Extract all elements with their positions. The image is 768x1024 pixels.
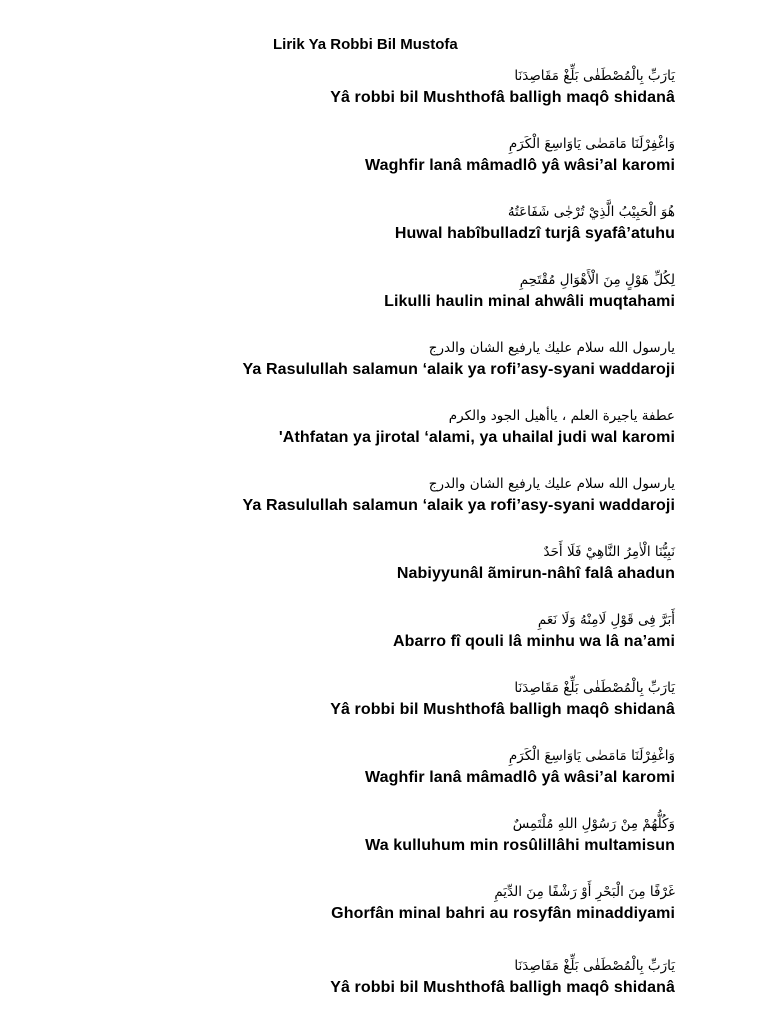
verse-9 [155, 608, 675, 676]
verse-5 [155, 336, 675, 404]
verse-arabic: وَاغْفِرْلَنَا مَامَضٰى يَاوَاسِعَ الْكَرَمِ [508, 136, 675, 152]
verse-11 [155, 744, 675, 812]
verse-arabic: وَكُلُّهُمْ مِنْ رَسُوْلِ اللهِ مُلْتَمِسٌ [512, 816, 675, 832]
verse-latin: Ya Rasulullah salamun ‘alaik ya rofi’asy-syani waddaroji [242, 361, 675, 378]
verse-latin: 'Athfatan ya jirotal ‘alami, ya uhailal judi wal karomi [278, 429, 675, 446]
verse-7 [155, 472, 675, 540]
verse-arabic: وَاغْفِرْلَنَا مَامَضٰى يَاوَاسِعَ الْكَرَمِ [508, 748, 675, 764]
verse-arabic: يارسول الله سلام عليك يارفيع الشان والدرج [428, 476, 675, 492]
verse-arabic: يَارَبِّ بِالْمُصْطَفٰى بَلِّغْ مَقَاصِدَنَا [514, 958, 675, 974]
verse-14 [155, 954, 675, 1022]
verse-4 [155, 268, 675, 336]
verse-latin: Yâ robbi bil Mushthofâ balligh maqô shidanâ [330, 701, 675, 718]
verse-arabic: يَارَبِّ بِالْمُصْطَفٰى بَلِّغْ مَقَاصِدَنَا [514, 680, 675, 696]
verse-arabic: هُوَ الْحَبِيْبُ الَّذِيْ تُرْجٰى شَفَاعَتُهُ [507, 204, 675, 220]
verse-latin: Huwal habîbulladzî turjâ syafâ’atuhu [394, 225, 675, 242]
verse-arabic: لِكُلِّ هَوْلٍ مِنَ الْأَهْوَالِ مُقْتَحِمِ [519, 272, 675, 288]
verse-latin: Ghorfân minal bahri au rosyfân minaddiyami [331, 905, 675, 922]
verse-12 [155, 812, 675, 880]
verse-13 [155, 880, 675, 954]
verse-2 [155, 132, 675, 200]
verse-arabic: نَبِيُّنَا الْاٰمِرُ النَّاهِيْ فَلَا أَحَدٌ [543, 544, 675, 560]
verse-latin: Nabiyyunâl ãmirun-nâhî falâ ahadun [396, 565, 675, 582]
verse-latin: Ya Rasulullah salamun ‘alaik ya rofi’asy-syani waddaroji [242, 497, 675, 514]
verse-arabic: يَارَبِّ بِالْمُصْطَفٰى بَلِّغْ مَقَاصِدَنَا [514, 68, 675, 84]
verse-latin: Abarro fî qouli lâ minhu wa lâ na’ami [393, 633, 675, 650]
document-title: Lirik Ya Robbi Bil Mustofa [273, 36, 458, 53]
verse-10 [155, 676, 675, 744]
verse-arabic: غَرْفًا مِنَ الْبَحْرِ أَوْ رَشْفًا مِنَ الدِّيَمِ [494, 884, 675, 900]
verse-arabic: عطفة ياجيرة العلم ، ياأهيل الجود والكرم [448, 408, 675, 424]
verse-list [155, 64, 675, 1022]
verse-latin: Yâ robbi bil Mushthofâ balligh maqô shidanâ [330, 979, 675, 996]
verse-arabic: يارسول الله سلام عليك يارفيع الشان والدرج [428, 340, 675, 356]
verse-latin: Likulli haulin minal ahwâli muqtahami [384, 293, 675, 310]
verse-1 [155, 64, 675, 132]
verse-8 [155, 540, 675, 608]
verse-latin: Waghfir lanâ mâmadlô yâ wâsi’al karomi [365, 769, 675, 786]
verse-3 [155, 200, 675, 268]
verse-latin: Yâ robbi bil Mushthofâ balligh maqô shidanâ [330, 89, 675, 106]
verse-latin: Wa kulluhum min rosûlillâhi multamisun [365, 837, 675, 854]
verse-latin: Waghfir lanâ mâmadlô yâ wâsi’al karomi [365, 157, 675, 174]
verse-arabic: أَبَرَّ فِى قَوْلِ لَامِنْهُ وَلَا نَعَمِ [537, 612, 675, 628]
verse-6 [155, 404, 675, 472]
